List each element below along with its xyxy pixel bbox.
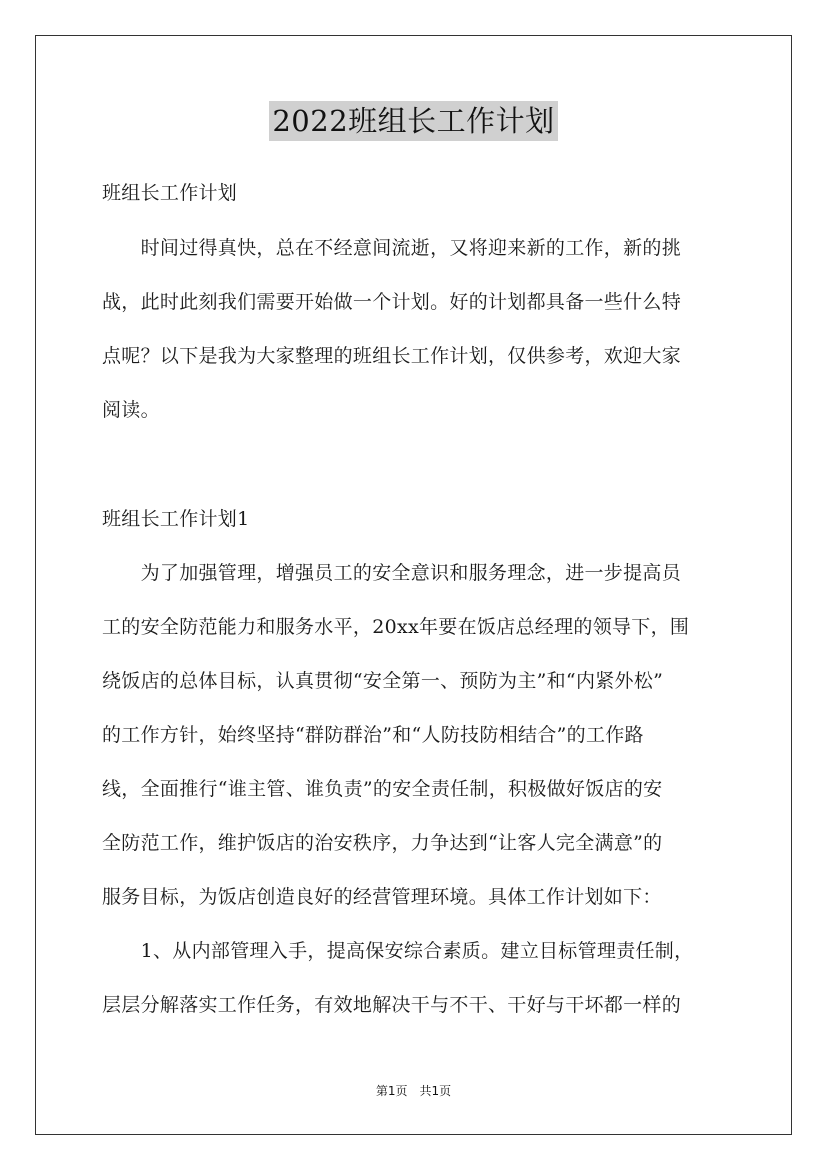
paragraph-line: 为了加强管理，增强员工的安全意识和服务理念，进一步提高员 bbox=[102, 562, 682, 584]
paragraph-line: 绕饭店的总体目标，认真贯彻“安全第一、预防为主”和“内紧外松” bbox=[102, 670, 664, 692]
paragraph-line: 层层分解落实工作任务，有效地解决干与不干、干好与干坏都一样的 bbox=[102, 994, 682, 1016]
paragraph-line: 时间过得真快，总在不经意间流逝，又将迎来新的工作，新的挑 bbox=[102, 237, 682, 259]
document-title: 2022班组长工作计划 bbox=[269, 101, 557, 141]
section-heading: 班组长工作计划 bbox=[102, 182, 238, 204]
paragraph-line: 1、从内部管理入手，提高保安综合素质。建立目标管理责任制， bbox=[102, 940, 694, 962]
page-number-footer: 第1页 共1页 bbox=[375, 1084, 452, 1098]
paragraph-line: 阅读。 bbox=[102, 399, 160, 421]
paragraph-line: 的工作方针，始终坚持“群防群治”和“人防技防相结合”的工作路 bbox=[102, 724, 644, 746]
paragraph-line: 服务目标，为饭店创造良好的经营管理环境。具体工作计划如下： bbox=[102, 886, 662, 908]
paragraph-line: 全防范工作，维护饭店的治安秩序，力争达到“让客人完全满意”的 bbox=[102, 832, 663, 854]
paragraph-line: 战，此时此刻我们需要开始做一个计划。好的计划都具备一些什么特 bbox=[102, 291, 682, 313]
paragraph-line: 工的安全防范能力和服务水平，20xx年要在饭店总经理的领导下，围 bbox=[102, 616, 690, 638]
paragraph-line: 点呢？以下是我为大家整理的班组长工作计划，仅供参考，欢迎大家 bbox=[102, 345, 682, 367]
paragraph-line: 线，全面推行“谁主管、谁负责”的安全责任制，积极做好饭店的安 bbox=[102, 778, 663, 800]
section-heading: 班组长工作计划1 bbox=[102, 508, 250, 530]
title-container bbox=[0, 101, 827, 141]
